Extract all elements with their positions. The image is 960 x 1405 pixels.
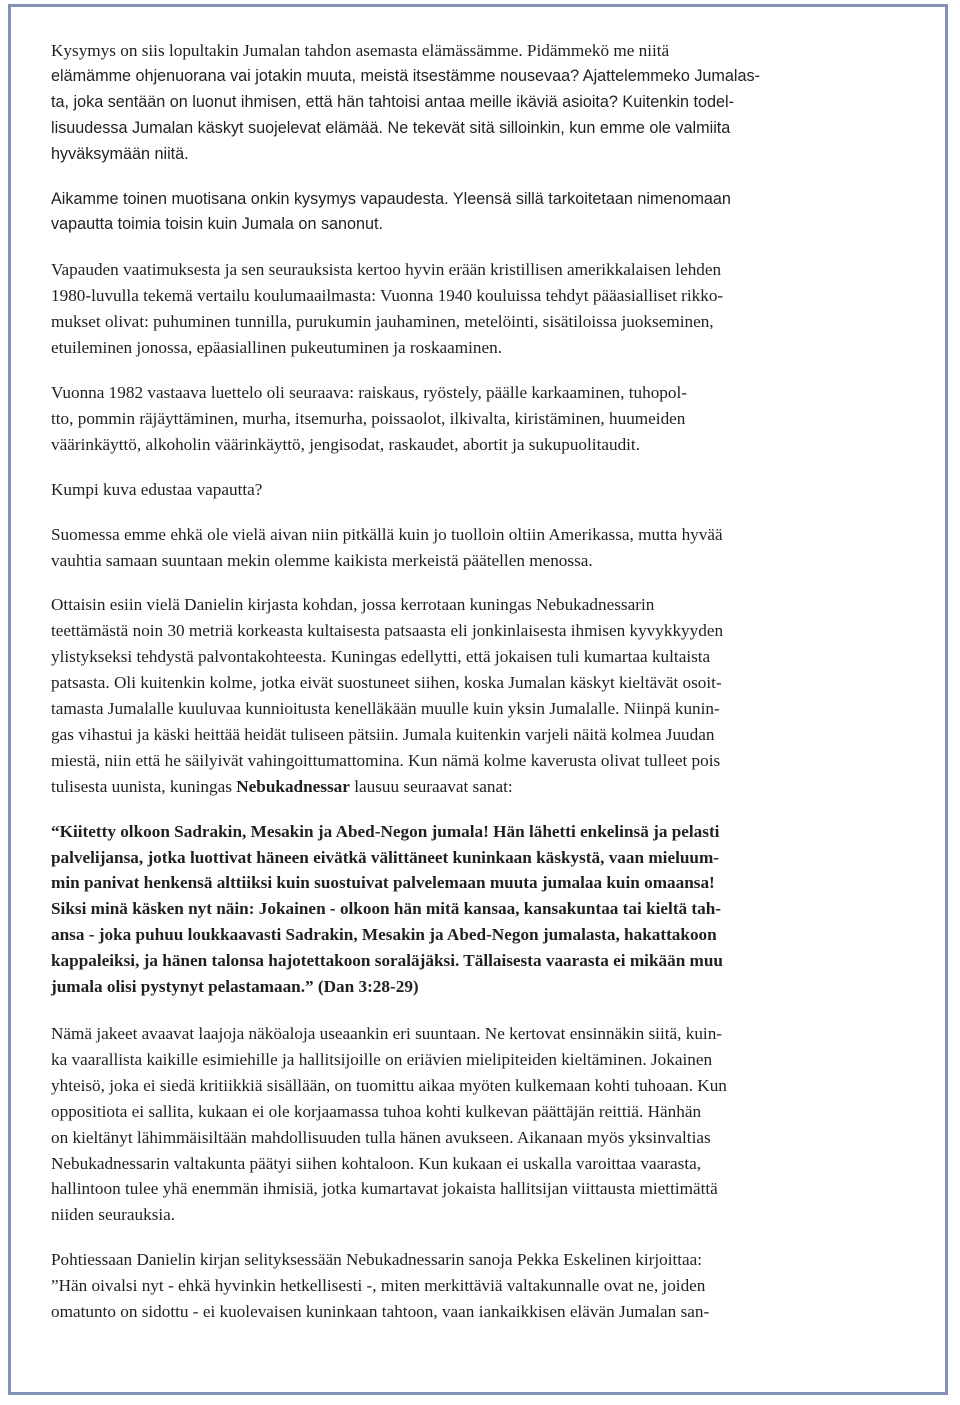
quote-line: jumala olisi pystynyt pelastamaan.” (Dan 3:28-29) bbox=[51, 977, 419, 997]
text-line bbox=[51, 774, 911, 800]
paragraph-1940 bbox=[51, 257, 911, 361]
text-line: Kumpi kuva edustaa vapautta? bbox=[51, 479, 263, 499]
text-line: patsasta. Oli kuitenkin kolme, jotka eivät suostuneet siihen, koska Jumalan käskyt kieltävät osoit- bbox=[51, 673, 722, 693]
text-line: Pohtiessaan Danielin kirjan selityksessään Nebukadnessarin sanoja Pekka Eskelinen kirjoittaa: bbox=[51, 1250, 703, 1270]
quote-line: min panivat henkensä alttiiksi kuin suostuivat palvelemaan muuta jumalaa kuin omaansa! bbox=[51, 873, 715, 893]
text-line: tamasta Jumalalle kuuluvaa kunnioitusta kenelläkään muulle kuin yksin Jumalalle. Niinpä kunin- bbox=[51, 699, 720, 719]
text-line: ta, joka sentään on luonut ihmisen, että hän tahtoisi antaa meille ikäviä asioita? Kuitenkin todel- bbox=[51, 92, 734, 111]
text-line: Vapauden vaatimuksesta ja sen seurauksista kertoo hyvin erään kristillisen amerikkalaisen lehden bbox=[51, 260, 722, 280]
text-line: mukset olivat: puhuminen tunnilla, purukumin jauhaminen, metelöinti, sisätiloissa juokseminen, bbox=[51, 312, 714, 332]
paragraph-question bbox=[51, 477, 911, 503]
text-line: lisuudessa Jumalan käskyt suojelevat elämää. Ne tekevät sitä silloinkin, kun emme ole valmiita bbox=[51, 118, 731, 137]
text-line: gas vihastui ja käski heittää heidät tuliseen pätsiin. Jumala kuitenkin varjeli näitä kolmea Juudan bbox=[51, 724, 715, 744]
text-line: Suomessa emme ehkä ole vielä aivan niin pitkällä kuin jo tuolloin oltiin Amerikassa, mutta hyvää bbox=[51, 524, 723, 544]
paragraph-freedom bbox=[51, 187, 911, 239]
text-line: Nebukadnessarin valtakunta päätyi siihen kohtaloon. Kun kukaan ei uskalla varoittaa vaarasta, bbox=[51, 1153, 702, 1173]
text-fragment: lausuu seuraavat sanat: bbox=[349, 776, 513, 796]
text-line: Vuonna 1982 vastaava luettelo oli seuraava: raiskaus, ryöstely, päälle karkaaminen, tuhopol- bbox=[51, 382, 687, 402]
text-line: Ottaisin esiin vielä Danielin kirjasta kohdan, jossa kerrotaan kuningas Nebukadnessarin bbox=[51, 595, 655, 615]
text-line: yhteisö, joka ei siedä kritiikkiä sisällään, on tuomittu aikaa myöten kulkemaan kohti tuhoaan. Kun bbox=[51, 1075, 727, 1095]
document-body bbox=[51, 38, 911, 1344]
text-line: teettämästä noin 30 metriä korkeasta kultaisesta patsaasta eli jonkinlaisesta ihmisen kyvykkyyden bbox=[51, 621, 724, 641]
text-line: hallintoon tulee yhä enemmän ihmisiä, jotka kumartavat jokaista hallitsijan viittausta miettimättä bbox=[51, 1179, 718, 1199]
text-line: etuileminen jonossa, epäasiallinen pukeutuminen ja roskaaminen. bbox=[51, 338, 503, 358]
text-line: ka vaarallista kaikille esimiehille ja hallitsijoille on eriävien mielipiteiden kieltäminen. Jokainen bbox=[51, 1049, 713, 1069]
text-line: 1980-luvulla tekemä vertailu koulumaailmasta: Vuonna 1940 kouluissa tehdyt pääasialliset rikko- bbox=[51, 286, 724, 306]
bold-name: Nebukadnessar bbox=[236, 776, 350, 796]
text-line: vapautta toimia toisin kuin Jumala on sanonut. bbox=[51, 215, 384, 234]
text-line: niiden seurauksia. bbox=[51, 1205, 176, 1225]
quote-line: kappaleiksi, ja hänen talonsa hajotettakoon soraläjäksi. Tällaisesta vaarasta ei mikään muu bbox=[51, 951, 723, 971]
quote-line: Siksi minä käsken nyt näin: Jokainen - olkoon hän mitä kansaa, kansakuntaa tai kieltä tah- bbox=[51, 899, 722, 919]
paragraph-intro bbox=[51, 38, 911, 168]
paragraph-finland bbox=[51, 522, 911, 574]
bible-quote bbox=[51, 819, 911, 1000]
text-line: Kysymys on siis lopultakin Jumalan tahdon asemasta elämässämme. Pidämmekö me niitä bbox=[51, 41, 670, 60]
quote-line: palvelijansa, jotka luottivat häneen eivätkä välittäneet kuninkaan käskystä, vaan mieluum- bbox=[51, 847, 720, 867]
text-line: elämämme ohjenuorana vai jotakin muuta, meistä itsestämme nousevaa? Ajattelemmeko Jumalas- bbox=[51, 66, 760, 85]
text-line: ylistykseksi tehdystä palvontakohteesta. Kuningas edellytti, että jokaisen tuli kumartaa kultaista bbox=[51, 647, 711, 667]
text-line: tto, pommin räjäyttäminen, murha, itsemurha, poissaolot, ilkivalta, kiristäminen, huumeiden bbox=[51, 408, 686, 428]
paragraph-eskelinen bbox=[51, 1247, 911, 1325]
paragraph-daniel bbox=[51, 592, 911, 799]
text-line: on kieltänyt lähimmäisiltään mahdollisuuden tulla hänen avukseen. Aikanaan myös yksinvaltias bbox=[51, 1127, 711, 1147]
text-line: omatunto on sidottu - ei kuolevaisen kuninkaan tahtoon, vaan iankaikkisen elävän Jumalan san- bbox=[51, 1302, 710, 1322]
text-line: hyväksymään niitä. bbox=[51, 144, 189, 163]
quote-line: ansa - joka puhuu loukkaavasti Sadrakin, Mesakin ja Abed-Negon jumalasta, hakattakoon bbox=[51, 925, 717, 945]
text-line: oppositiota ei sallita, kukaan ei ole korjaamassa tuhoa kohti kulkevan päättäjän reittiä. Hänhän bbox=[51, 1101, 702, 1121]
text-line: Aikamme toinen muotisana onkin kysymys vapaudesta. Yleensä sillä tarkoitetaan nimenomaan bbox=[51, 189, 731, 208]
paragraph-analysis bbox=[51, 1021, 911, 1228]
text-fragment: tulisesta uunista, kuningas bbox=[51, 776, 237, 796]
text-line: väärinkäyttö, alkoholin väärinkäyttö, jengisodat, raskaudet, abortit ja sukupuolitaudit. bbox=[51, 434, 641, 454]
paragraph-1982 bbox=[51, 380, 911, 458]
text-line: ”Hän oivalsi nyt - ehkä hyvinkin hetkellisesti -, miten merkittäviä valtakunnalle ovat ne, joiden bbox=[51, 1276, 706, 1296]
text-line: miestä, niin että he säilyivät vahingoittumattomina. Kun nämä kolme kaverusta olivat tulleet pois bbox=[51, 750, 721, 770]
quote-line: “Kiitetty olkoon Sadrakin, Mesakin ja Abed-Negon jumala! Hän lähetti enkelinsä ja pelasti bbox=[51, 821, 720, 841]
text-line: vauhtia samaan suuntaan mekin olemme kaikista merkeistä päätellen menossa. bbox=[51, 550, 593, 570]
text-line: Nämä jakeet avaavat laajoja näköaloja useaankin eri suuntaan. Ne kertovat ensinnäkin siitä, kuin- bbox=[51, 1024, 723, 1043]
